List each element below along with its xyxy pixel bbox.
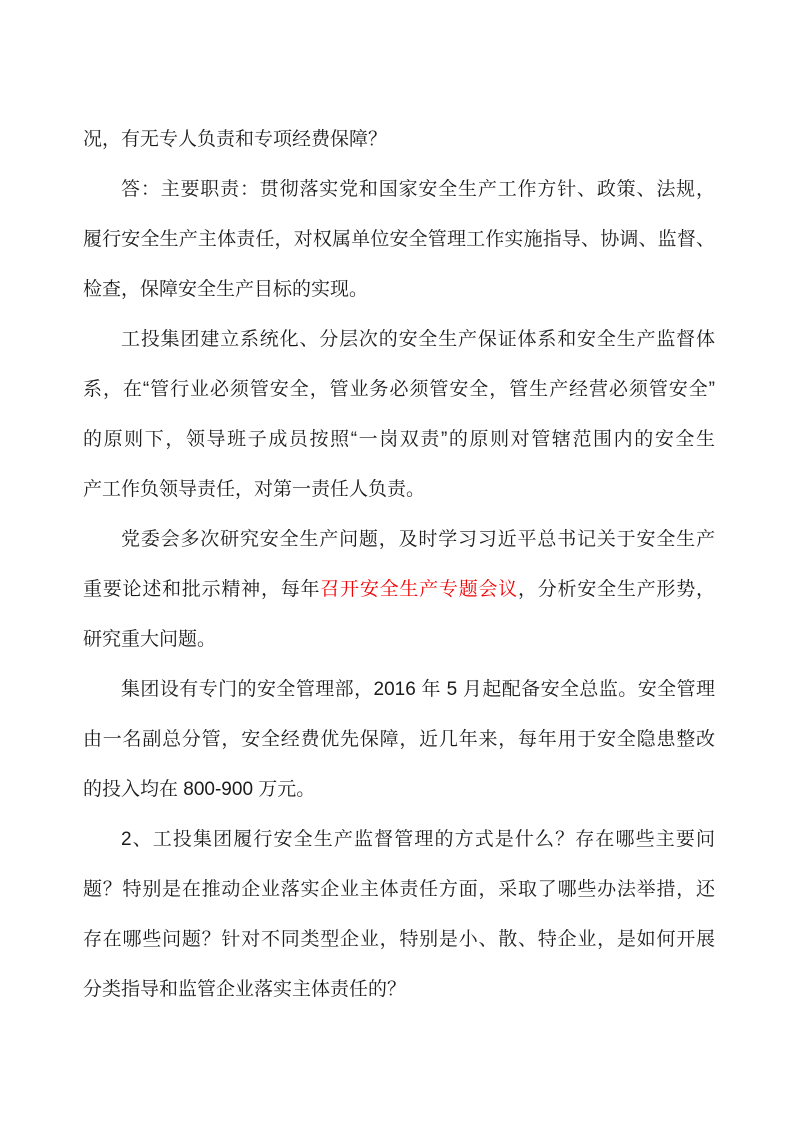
text-line-content: 答：主要职责：贯彻落实党和国家安全生产工作方针、政策、法规， xyxy=(121,179,715,200)
text-line xyxy=(83,665,715,715)
text-line xyxy=(83,365,715,415)
text-line-content: 况，有无专人负责和专项经费保障？ xyxy=(83,129,388,150)
text-line-content: 题？特别是在推动企业落实企业主体责任方面，采取了哪些办法举措，还 xyxy=(83,879,715,900)
text-line-content: 的原则下，领导班子成员按照“一岗双责”的原则对管辖范围内的安全生 xyxy=(83,429,715,450)
document-body-text xyxy=(83,115,715,1015)
red-emphasis-text: 召开安全生产专题会议 xyxy=(320,579,519,600)
text-line xyxy=(83,415,715,465)
text-line-content: 履行安全生产主体责任，对权属单位安全管理工作实施指导、协调、监督、 xyxy=(83,229,715,250)
text-line-content: 产工作负领导责任，对第一责任人负责。 xyxy=(83,479,426,500)
text-line-content: 工投集团建立系统化、分层次的安全生产保证体系和安全生产监督体 xyxy=(121,329,715,350)
text-line xyxy=(83,815,715,865)
text-line-content: 系，在“管行业必须管安全，管业务必须管安全，管生产经营必须管安全” xyxy=(83,379,715,400)
text-line-content: 研究重大问题。 xyxy=(83,629,217,650)
text-line xyxy=(83,965,715,1015)
text-line-content: 集团设有专门的安全管理部，2016 年 5 月起配备安全总监。安全管理 xyxy=(121,679,715,700)
text-line xyxy=(83,115,715,165)
text-line-content: 党委会多次研究安全生产问题，及时学习习近平总书记关于安全生产 xyxy=(121,529,715,550)
text-line xyxy=(83,215,715,265)
text-line-content: 存在哪些问题？针对不同类型企业，特别是小、散、特企业，是如何开展 xyxy=(83,929,715,950)
text-line-content: 重要论述和批示精神，每年 xyxy=(83,579,321,600)
text-line-content: 检查，保障安全生产目标的实现。 xyxy=(83,279,369,300)
text-line xyxy=(83,765,715,815)
text-line xyxy=(83,165,715,215)
text-line xyxy=(83,715,715,765)
text-line-content: 2、工投集团履行安全生产监督管理的方式是什么？存在哪些主要问 xyxy=(121,829,715,850)
text-line-content: 的投入均在 800-900 万元。 xyxy=(83,779,316,800)
text-line xyxy=(83,615,715,665)
text-line xyxy=(83,565,715,615)
text-line xyxy=(83,915,715,965)
text-line xyxy=(83,465,715,515)
text-line xyxy=(83,865,715,915)
text-line xyxy=(83,515,715,565)
text-line xyxy=(83,315,715,365)
text-line-content: ，分析安全生产形势， xyxy=(518,579,715,600)
text-line-content: 由一名副总分管，安全经费优先保障，近几年来，每年用于安全隐患整改 xyxy=(83,729,715,750)
text-line-content: 分类指导和监管企业落实主体责任的？ xyxy=(83,979,407,1000)
text-line xyxy=(83,265,715,315)
